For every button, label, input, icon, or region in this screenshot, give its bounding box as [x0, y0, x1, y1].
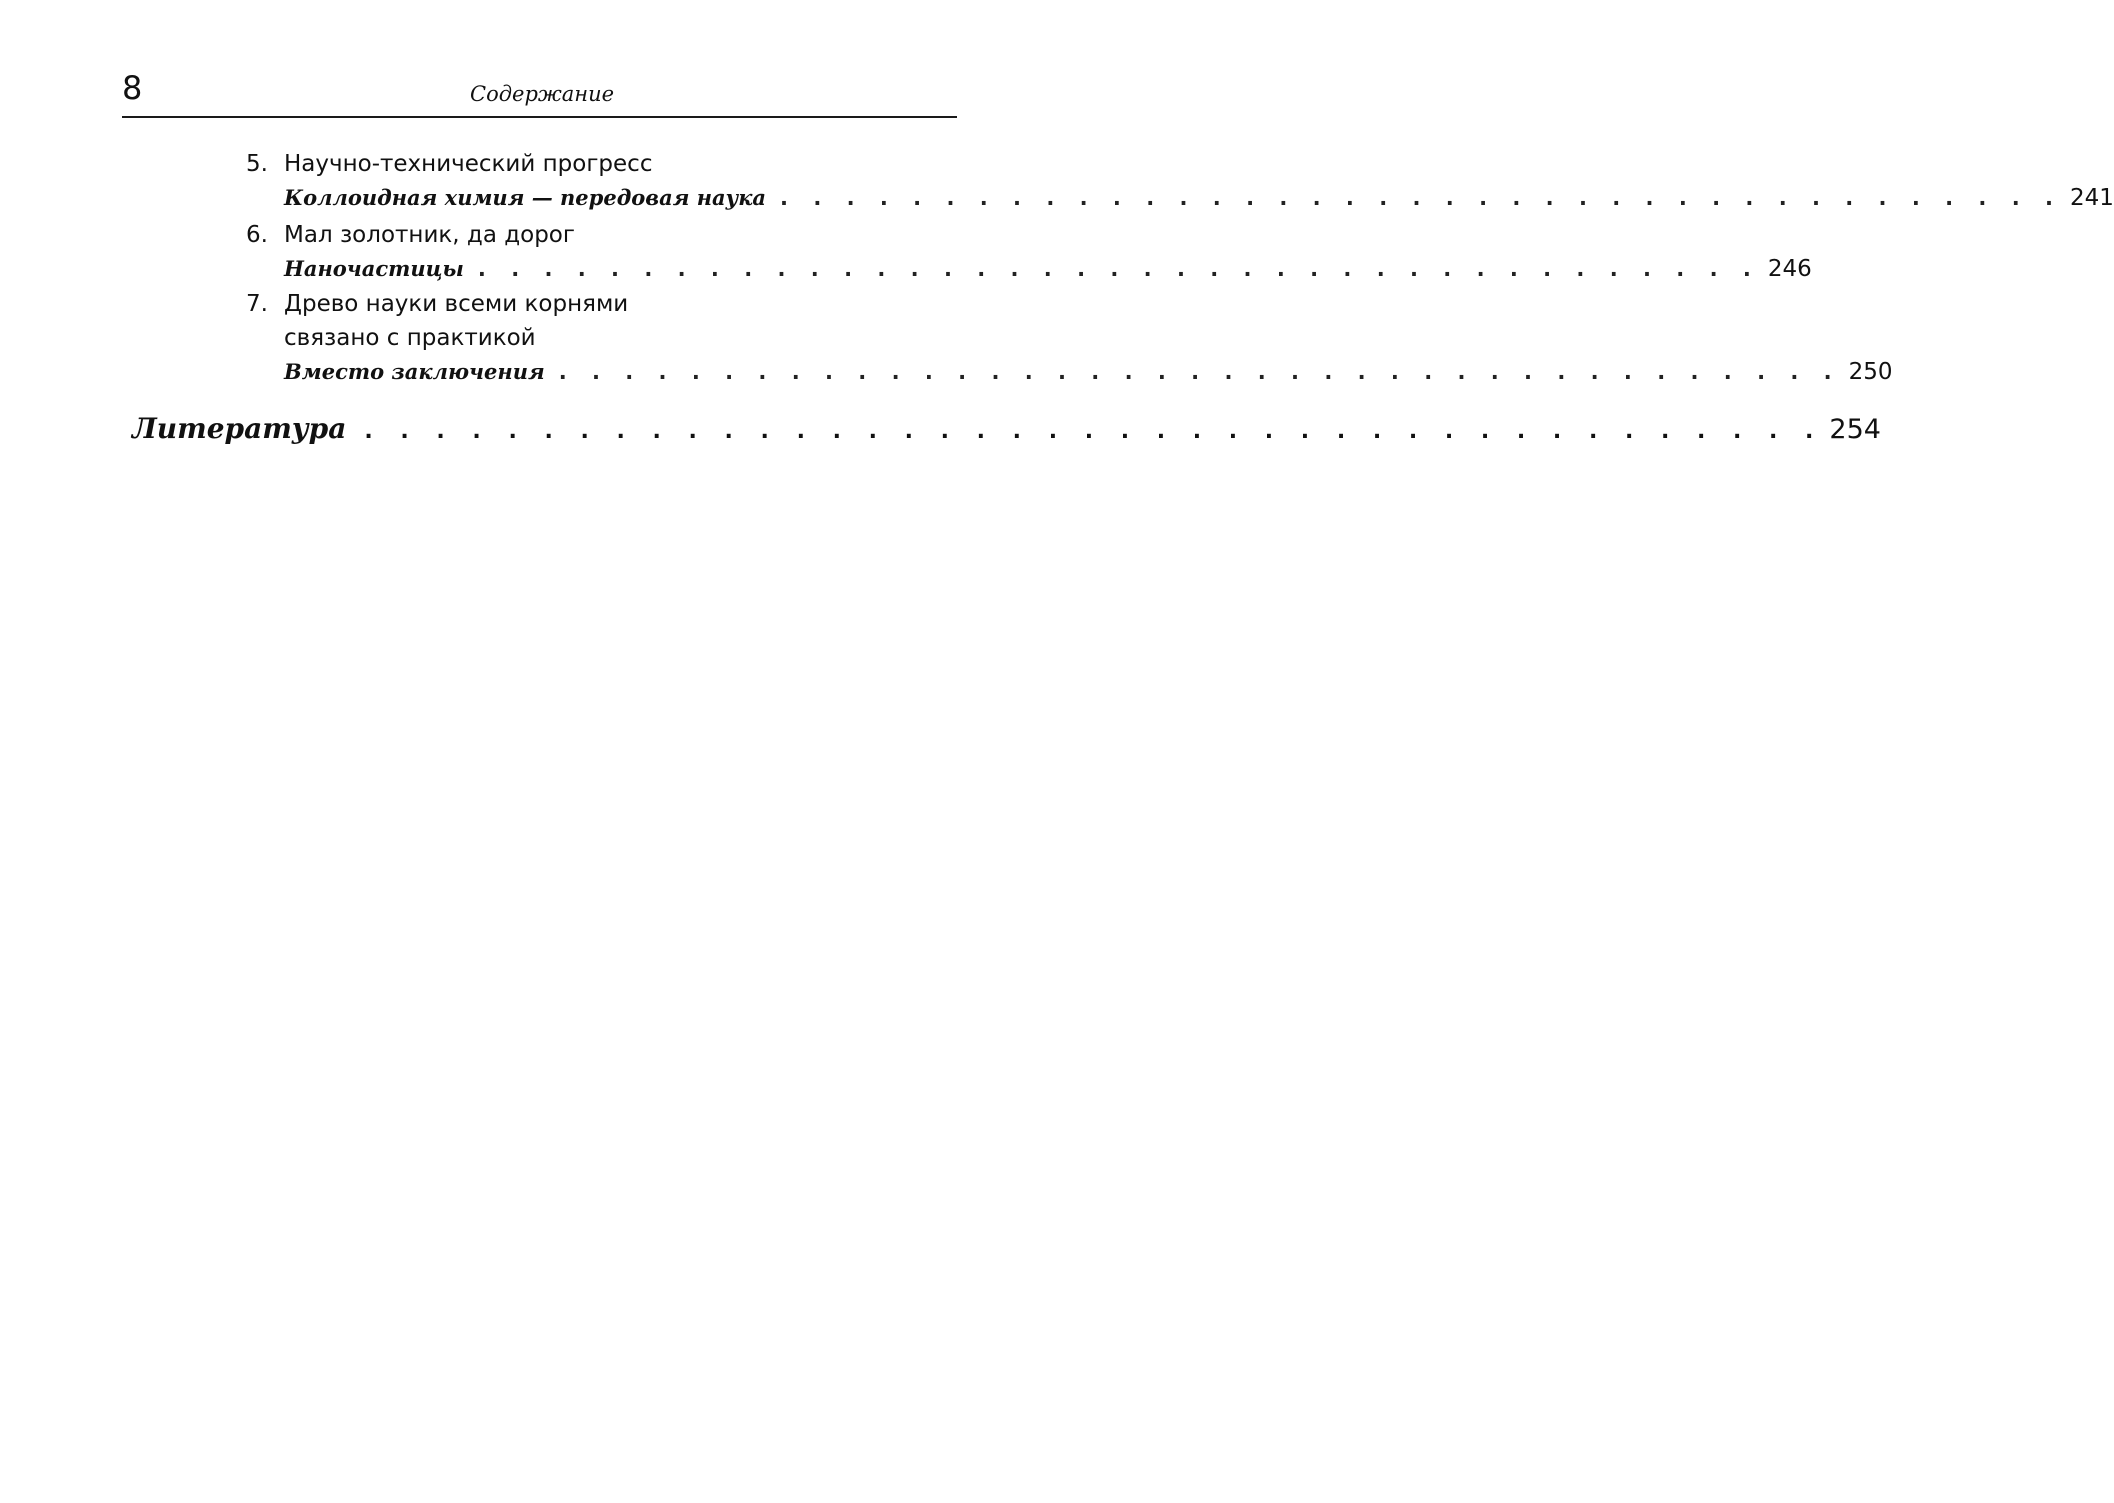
toc-item-title: Научно-технический прогресс	[284, 151, 653, 177]
toc-item-subtitle: Вместо заключения	[284, 359, 545, 384]
leader-dots: . . . . . . . . . . . . . . . . . . . . . . . . . . . . . . . . . . . . . . .	[780, 186, 2062, 210]
leader-dots: . . . . . . . . . . . . . . . . . . . . . . . . . . . . . . . . . . . . . . .	[558, 360, 1841, 384]
toc-item-body	[284, 287, 1893, 389]
page-number: 8	[122, 69, 143, 107]
toc-item-page[interactable]: 250	[1848, 359, 1893, 385]
toc-item-number: 6.	[246, 222, 268, 248]
toc-item-number: 7.	[246, 291, 268, 317]
toc-item-page[interactable]: 246	[1767, 256, 1812, 282]
toc-item-body	[284, 147, 2114, 215]
toc-item-leader	[284, 252, 1812, 286]
toc-item-leader	[284, 181, 2114, 215]
leader-dots: . . . . . . . . . . . . . . . . . . . . . . . . . . . . . . . . . . . . . . . . .	[364, 419, 1824, 444]
toc-item-number: 5.	[246, 151, 268, 177]
toc-item-title: Мал золотник, да дорог	[284, 222, 575, 248]
bibliography-title: Литература	[132, 412, 347, 445]
toc-item-body	[284, 218, 1812, 286]
toc-item-leader	[284, 355, 1893, 389]
leader-dots: . . . . . . . . . . . . . . . . . . . . . . . . . . . . . . . . . . . . . . .	[477, 257, 1760, 281]
toc-item-page[interactable]: 241	[2069, 185, 2114, 211]
toc-item-title-continued: связано с практикой	[284, 325, 536, 351]
toc-item-subtitle: Коллоидная химия — передовая наука	[284, 185, 767, 210]
toc-item-subtitle: Наночастицы	[284, 256, 464, 281]
toc-item-title: Древо науки всеми корнями	[284, 291, 629, 317]
bibliography-page[interactable]: 254	[1829, 414, 1881, 445]
running-head: Содержание	[470, 82, 615, 106]
toc-bibliography[interactable]	[132, 409, 1881, 449]
